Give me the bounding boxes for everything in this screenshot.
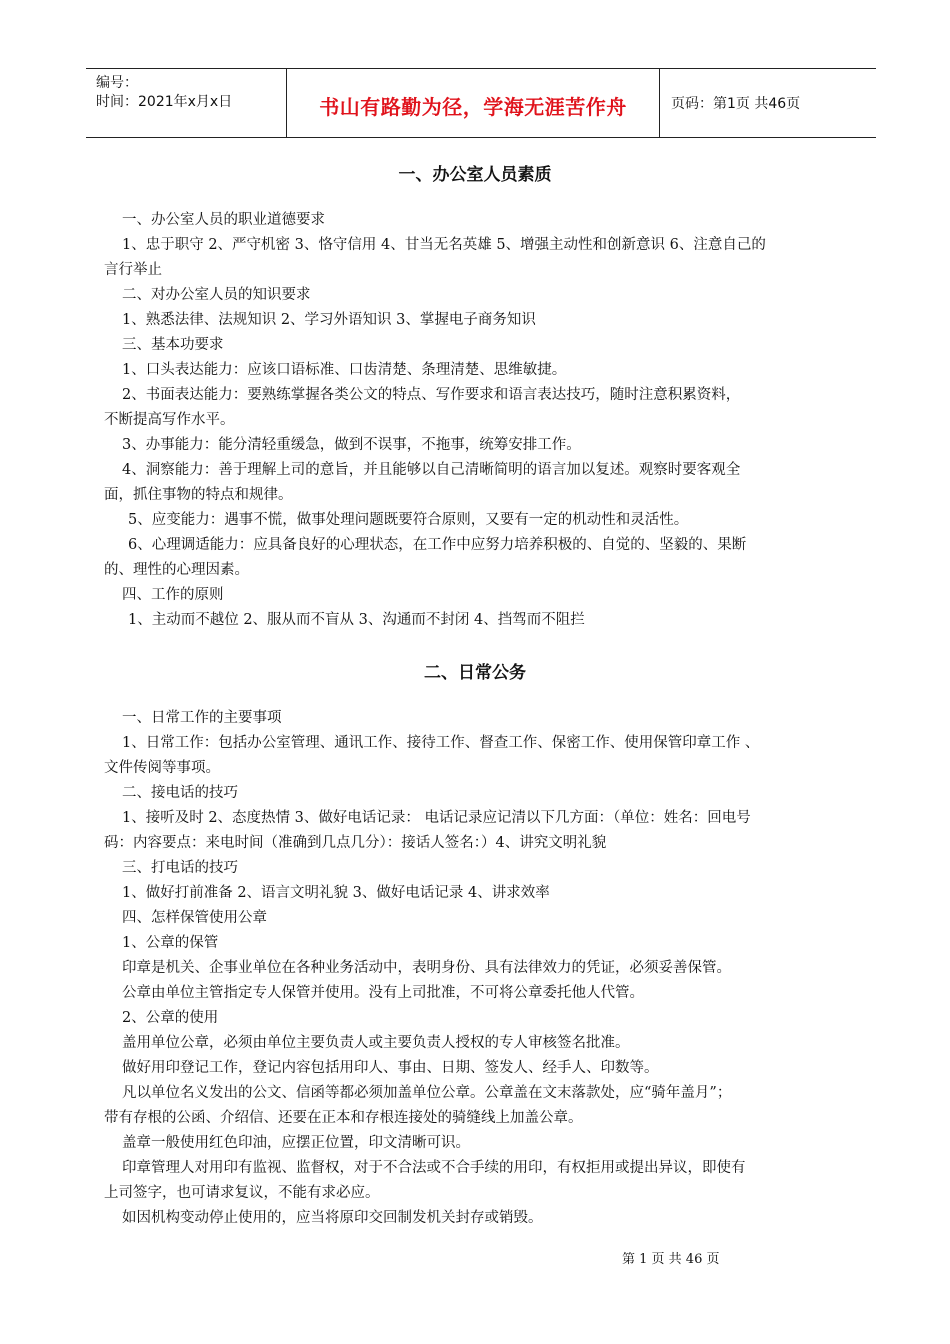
paragraph-line: 1、做好打前准备 2、语言文明礼貌 3、做好电话记录 4、讲求效率 bbox=[122, 885, 550, 901]
paragraph-line: 四、怎样保管使用公章 bbox=[122, 910, 267, 926]
paragraph-line: 4、洞察能力：善于理解上司的意旨，并且能够以自己清晰简明的语言加以复述。观察时要客观全 bbox=[122, 462, 741, 478]
paragraph-line: 三、打电话的技巧 bbox=[122, 860, 238, 876]
header-motto-cell bbox=[287, 69, 660, 137]
header-page-cell bbox=[661, 69, 876, 137]
paragraph-line: 言行举止 bbox=[104, 262, 162, 278]
paragraph-line: 1、口头表达能力：应该口语标准、口齿清楚、条理清楚、思维敏捷。 bbox=[122, 362, 567, 378]
paragraph-line: 3、办事能力：能分清轻重缓急，做到不误事，不拖事，统筹安排工作。 bbox=[122, 437, 581, 453]
section-2-title: 二、日常公务 bbox=[424, 663, 526, 683]
time-line: 时间：2021年x月x日 bbox=[96, 94, 233, 110]
header-info-cell bbox=[86, 69, 287, 137]
paragraph-line: 盖章一般使用红色印油，应摆正位置，印文清晰可识。 bbox=[122, 1135, 470, 1151]
paragraph-line: 面，抓住事物的特点和规律。 bbox=[104, 487, 293, 503]
paragraph-line: 印章是机关、企事业单位在各种业务活动中，表明身份、具有法律效力的凭证，必须妥善保管。 bbox=[122, 960, 731, 976]
paragraph-line: 6、心理调适能力：应具备良好的心理状态，在工作中应努力培养积极的、自觉的、坚毅的、果断 bbox=[128, 537, 747, 553]
paragraph-line: 如因机构变动停止使用的，应当将原印交回制发机关封存或销毁。 bbox=[122, 1210, 543, 1226]
paragraph-line: 2、书面表达能力：要熟练掌握各类公文的特点、写作要求和语言表达技巧，随时注意积累资料， bbox=[122, 387, 741, 403]
paragraph-line: 1、日常工作：包括办公室管理、通讯工作、接待工作、督查工作、保密工作、使用保管印章工作 、 bbox=[122, 735, 760, 751]
paragraph-line: 的、理性的心理因素。 bbox=[104, 562, 249, 578]
section-1-title: 一、办公室人员素质 bbox=[398, 165, 552, 185]
paragraph-line: 一、日常工作的主要事项 bbox=[122, 710, 282, 726]
paragraph-line: 不断提高写作水平。 bbox=[104, 412, 235, 428]
paragraph-line: 四、工作的原则 bbox=[122, 587, 224, 603]
paragraph-line: 1、接听及时 2、态度热情 3、做好电话记录： 电话记录应记清以下几方面：（单位：姓名：回电号 bbox=[122, 810, 751, 826]
paragraph-line: 带有存根的公函、介绍信、还要在正本和存根连接处的骑缝线上加盖公章。 bbox=[104, 1110, 583, 1126]
paragraph-line: 1、忠于职守 2、严守机密 3、恪守信用 4、甘当无名英雄 5、增强主动性和创新意识 6、注意自己的 bbox=[122, 237, 766, 253]
paragraph-line: 印章管理人对用印有监视、监督权，对于不合法或不合手续的用印，有权拒用或提出异议，即使有 bbox=[122, 1160, 746, 1176]
paragraph-line: 二、接电话的技巧 bbox=[122, 785, 238, 801]
page-footer: 第 1 页 共 46 页 bbox=[622, 1252, 720, 1267]
paragraph-line: 1、公章的保管 bbox=[122, 935, 219, 951]
document-header bbox=[86, 68, 876, 138]
paragraph-line: 公章由单位主管指定专人保管并使用。没有上司批准，不可将公章委托他人代管。 bbox=[122, 985, 644, 1001]
paragraph-line: 凡以单位名义发出的公文、信函等都必须加盖单位公章。公章盖在文末落款处，应“骑年盖月”； bbox=[122, 1085, 732, 1101]
number-label: 编号： bbox=[96, 75, 138, 91]
paragraph-line: 文件传阅等事项。 bbox=[104, 760, 220, 776]
paragraph-line: 二、对办公室人员的知识要求 bbox=[122, 287, 311, 303]
paragraph-line: 盖用单位公章，必须由单位主要负责人或主要负责人授权的专人审核签名批准。 bbox=[122, 1035, 630, 1051]
motto: 书山有路勤为径，学海无涯苦作舟 bbox=[319, 95, 627, 119]
paragraph-line: 码：内容要点：来电时间（准确到几点几分）：接话人签名：）4、讲究文明礼貌 bbox=[104, 835, 607, 851]
paragraph-line: 上司签字，也可请求复议，不能有求必应。 bbox=[104, 1185, 380, 1201]
page-info: 页码：第1页 共46页 bbox=[671, 96, 801, 112]
paragraph-line: 5、应变能力：遇事不慌，做事处理问题既要符合原则，又要有一定的机动性和灵活性。 bbox=[128, 512, 689, 528]
paragraph-line: 1、主动而不越位 2、服从而不盲从 3、沟通而不封闭 4、挡驾而不阻拦 bbox=[128, 612, 585, 628]
paragraph-line: 一、办公室人员的职业道德要求 bbox=[122, 212, 325, 228]
paragraph-line: 做好用印登记工作，登记内容包括用印人、事由、日期、签发人、经手人、印数等。 bbox=[122, 1060, 659, 1076]
paragraph-line: 三、基本功要求 bbox=[122, 337, 224, 353]
paragraph-line: 2、公章的使用 bbox=[122, 1010, 219, 1026]
paragraph-line: 1、熟悉法律、法规知识 2、学习外语知识 3、掌握电子商务知识 bbox=[122, 312, 536, 328]
